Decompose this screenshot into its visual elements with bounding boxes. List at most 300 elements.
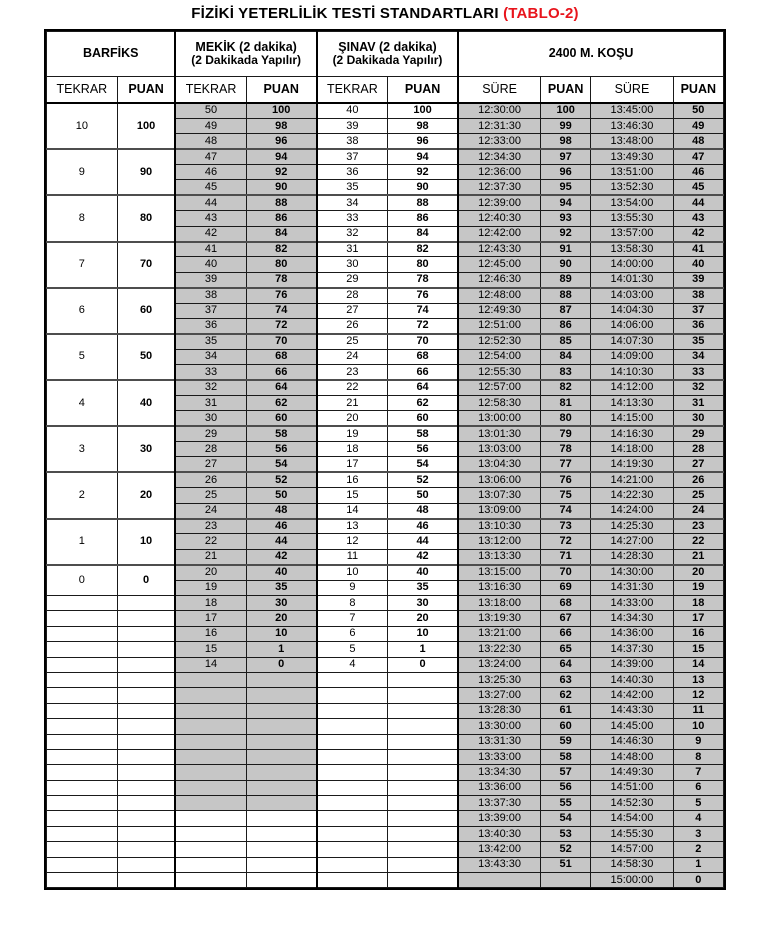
kosu-sure2-cell: 14:39:00 <box>591 657 673 672</box>
kosu-puan2-cell: 14 <box>673 657 723 672</box>
sinav-puan-cell: 10 <box>387 626 458 641</box>
mekik-tekrar-cell <box>175 811 246 826</box>
kosu-puan2-cell: 16 <box>673 626 723 641</box>
mekik-tekrar-cell: 48 <box>175 134 246 149</box>
barfiks-puan-cell: 60 <box>117 288 175 334</box>
mekik-tekrar-cell: 22 <box>175 534 246 549</box>
sinav-tekrar-cell <box>317 734 388 749</box>
kosu-sure1-cell: 13:39:00 <box>458 811 540 826</box>
kosu-sure1-cell: 12:36:00 <box>458 165 540 180</box>
kosu-sure2-cell: 14:33:00 <box>591 596 673 611</box>
table-row <box>47 780 724 795</box>
sinav-tekrar-cell: 39 <box>317 118 388 133</box>
table-row <box>47 765 724 780</box>
mekik-puan-cell <box>246 703 317 718</box>
kosu-puan1-cell: 92 <box>541 226 591 241</box>
kosu-puan1-cell: 98 <box>541 134 591 149</box>
kosu-sure1-cell: 12:57:00 <box>458 380 540 395</box>
standards-table <box>46 31 724 889</box>
barfiks-tekrar-empty <box>47 780 118 795</box>
sinav-puan-cell: 98 <box>387 118 458 133</box>
kosu-puan2-cell: 1 <box>673 857 723 872</box>
mekik-tekrar-cell: 44 <box>175 195 246 210</box>
kosu-sure1-cell: 12:48:00 <box>458 288 540 303</box>
kosu-puan1-cell: 53 <box>541 826 591 841</box>
sinav-tekrar-cell: 13 <box>317 519 388 534</box>
kosu-sure2-cell: 14:55:30 <box>591 826 673 841</box>
kosu-puan2-cell: 23 <box>673 519 723 534</box>
sinav-puan-cell: 92 <box>387 165 458 180</box>
barfiks-puan-empty <box>117 796 175 811</box>
kosu-puan2-cell: 33 <box>673 365 723 380</box>
mekik-tekrar-cell: 21 <box>175 549 246 564</box>
mekik-tekrar-cell: 14 <box>175 657 246 672</box>
mekik-puan-cell: 54 <box>246 457 317 472</box>
header-column-row <box>47 76 724 103</box>
table-row <box>47 334 724 349</box>
header-group-label: MEKİK (2 dakika) <box>195 40 297 55</box>
table-head <box>47 31 724 103</box>
mekik-tekrar-cell: 28 <box>175 442 246 457</box>
table-row <box>47 519 724 534</box>
kosu-sure2-cell: 14:19:30 <box>591 457 673 472</box>
sinav-puan-cell <box>387 796 458 811</box>
header-col-8: PUAN <box>541 76 591 103</box>
kosu-puan1-cell: 99 <box>541 118 591 133</box>
sinav-puan-cell <box>387 842 458 857</box>
sinav-puan-cell: 76 <box>387 288 458 303</box>
mekik-tekrar-cell <box>175 688 246 703</box>
kosu-sure2-cell: 14:24:00 <box>591 503 673 518</box>
mekik-tekrar-cell: 20 <box>175 565 246 580</box>
barfiks-tekrar-empty <box>47 873 118 888</box>
barfiks-tekrar-cell: 2 <box>47 472 118 518</box>
mekik-puan-cell: 100 <box>246 103 317 118</box>
kosu-sure2-cell: 14:00:00 <box>591 257 673 272</box>
mekik-tekrar-cell: 15 <box>175 642 246 657</box>
sinav-tekrar-cell <box>317 857 388 872</box>
table-row <box>47 719 724 734</box>
barfiks-puan-cell: 0 <box>117 565 175 596</box>
kosu-puan1-cell: 70 <box>541 565 591 580</box>
sinav-puan-cell: 90 <box>387 180 458 195</box>
barfiks-puan-empty <box>117 672 175 687</box>
mekik-tekrar-cell: 39 <box>175 272 246 287</box>
barfiks-tekrar-empty <box>47 672 118 687</box>
header-group-row <box>47 31 724 76</box>
kosu-sure2-cell: 14:10:30 <box>591 365 673 380</box>
sinav-tekrar-cell: 30 <box>317 257 388 272</box>
mekik-puan-cell: 44 <box>246 534 317 549</box>
sinav-puan-cell: 58 <box>387 426 458 441</box>
kosu-puan2-cell: 46 <box>673 165 723 180</box>
kosu-puan1-cell: 63 <box>541 672 591 687</box>
sinav-puan-cell <box>387 857 458 872</box>
barfiks-tekrar-cell: 1 <box>47 519 118 565</box>
kosu-puan1-cell: 51 <box>541 857 591 872</box>
sinav-puan-cell <box>387 749 458 764</box>
mekik-puan-cell: 30 <box>246 596 317 611</box>
sinav-puan-cell: 68 <box>387 349 458 364</box>
kosu-sure1-cell: 13:12:00 <box>458 534 540 549</box>
sinav-puan-cell: 44 <box>387 534 458 549</box>
sinav-tekrar-cell: 17 <box>317 457 388 472</box>
barfiks-puan-cell: 50 <box>117 334 175 380</box>
barfiks-puan-empty <box>117 688 175 703</box>
barfiks-puan-empty <box>117 657 175 672</box>
header-col-4: PUAN <box>246 76 317 103</box>
kosu-sure1-cell: 13:36:00 <box>458 780 540 795</box>
header-group-1 <box>47 31 176 76</box>
sinav-tekrar-cell <box>317 765 388 780</box>
kosu-puan2-cell: 39 <box>673 272 723 287</box>
kosu-sure1-cell: 13:22:30 <box>458 642 540 657</box>
kosu-sure2-cell: 14:54:00 <box>591 811 673 826</box>
sinav-puan-cell: 86 <box>387 211 458 226</box>
barfiks-tekrar-cell: 8 <box>47 195 118 241</box>
barfiks-tekrar-cell: 5 <box>47 334 118 380</box>
kosu-puan2-cell: 24 <box>673 503 723 518</box>
kosu-puan2-cell: 22 <box>673 534 723 549</box>
kosu-puan2-cell: 37 <box>673 303 723 318</box>
mekik-tekrar-cell: 45 <box>175 180 246 195</box>
kosu-puan2-cell: 31 <box>673 395 723 410</box>
header-col-5: TEKRAR <box>317 76 388 103</box>
sinav-puan-cell: 40 <box>387 565 458 580</box>
sinav-puan-cell: 70 <box>387 334 458 349</box>
kosu-puan2-cell: 18 <box>673 596 723 611</box>
kosu-sure1-cell: 13:00:00 <box>458 411 540 426</box>
table-row <box>47 380 724 395</box>
sinav-tekrar-cell: 22 <box>317 380 388 395</box>
sinav-tekrar-cell: 36 <box>317 165 388 180</box>
mekik-puan-cell: 80 <box>246 257 317 272</box>
kosu-puan2-cell: 50 <box>673 103 723 118</box>
mekik-tekrar-cell: 40 <box>175 257 246 272</box>
kosu-sure2-cell: 14:13:30 <box>591 395 673 410</box>
kosu-sure1-cell: 13:43:30 <box>458 857 540 872</box>
table-row <box>47 642 724 657</box>
barfiks-tekrar-empty <box>47 703 118 718</box>
mekik-puan-cell <box>246 796 317 811</box>
kosu-puan1-cell: 64 <box>541 657 591 672</box>
mekik-tekrar-cell: 23 <box>175 519 246 534</box>
kosu-sure1-cell: 13:30:00 <box>458 719 540 734</box>
mekik-puan-cell: 58 <box>246 426 317 441</box>
mekik-tekrar-cell: 41 <box>175 242 246 257</box>
mekik-puan-cell: 86 <box>246 211 317 226</box>
sinav-tekrar-cell: 20 <box>317 411 388 426</box>
sinav-tekrar-cell: 24 <box>317 349 388 364</box>
mekik-puan-cell: 68 <box>246 349 317 364</box>
kosu-sure2-cell: 13:49:30 <box>591 149 673 164</box>
mekik-tekrar-cell: 32 <box>175 380 246 395</box>
kosu-sure2-cell: 14:25:30 <box>591 519 673 534</box>
sinav-tekrar-cell: 34 <box>317 195 388 210</box>
table-row <box>47 811 724 826</box>
mekik-puan-cell: 60 <box>246 411 317 426</box>
kosu-puan1-cell: 94 <box>541 195 591 210</box>
kosu-puan2-cell: 5 <box>673 796 723 811</box>
kosu-puan1-cell: 81 <box>541 395 591 410</box>
barfiks-puan-cell: 80 <box>117 195 175 241</box>
mekik-puan-cell <box>246 780 317 795</box>
kosu-puan1-cell: 69 <box>541 580 591 595</box>
header-group-4 <box>458 31 723 76</box>
kosu-puan1-cell: 62 <box>541 688 591 703</box>
page-title <box>0 0 770 29</box>
kosu-puan2-cell: 26 <box>673 472 723 487</box>
kosu-sure2-cell: 14:52:30 <box>591 796 673 811</box>
barfiks-tekrar-empty <box>47 596 118 611</box>
mekik-tekrar-cell <box>175 826 246 841</box>
mekik-puan-cell: 78 <box>246 272 317 287</box>
mekik-puan-cell: 46 <box>246 519 317 534</box>
kosu-puan1-cell: 88 <box>541 288 591 303</box>
sinav-tekrar-cell: 10 <box>317 565 388 580</box>
kosu-puan1-cell: 97 <box>541 149 591 164</box>
kosu-sure2-cell: 14:01:30 <box>591 272 673 287</box>
kosu-puan2-cell: 43 <box>673 211 723 226</box>
mekik-puan-cell <box>246 749 317 764</box>
kosu-puan2-cell: 36 <box>673 318 723 333</box>
table-row <box>47 873 724 888</box>
sinav-tekrar-cell: 19 <box>317 426 388 441</box>
barfiks-puan-empty <box>117 611 175 626</box>
mekik-tekrar-cell: 47 <box>175 149 246 164</box>
kosu-puan2-cell: 15 <box>673 642 723 657</box>
mekik-tekrar-cell: 34 <box>175 349 246 364</box>
barfiks-puan-empty <box>117 749 175 764</box>
sinav-puan-cell <box>387 719 458 734</box>
table-row <box>47 842 724 857</box>
kosu-sure1-cell: 13:37:30 <box>458 796 540 811</box>
table-row <box>47 826 724 841</box>
kosu-puan1-cell: 87 <box>541 303 591 318</box>
kosu-puan1-cell: 100 <box>541 103 591 118</box>
sinav-tekrar-cell <box>317 688 388 703</box>
mekik-tekrar-cell: 43 <box>175 211 246 226</box>
kosu-puan1-cell: 80 <box>541 411 591 426</box>
mekik-puan-cell: 74 <box>246 303 317 318</box>
header-col-6: PUAN <box>387 76 458 103</box>
sinav-puan-cell <box>387 765 458 780</box>
kosu-sure2-cell: 14:57:00 <box>591 842 673 857</box>
sinav-puan-cell: 1 <box>387 642 458 657</box>
kosu-puan2-cell: 8 <box>673 749 723 764</box>
kosu-sure1-cell: 13:19:30 <box>458 611 540 626</box>
sinav-puan-cell: 46 <box>387 519 458 534</box>
sinav-puan-cell: 52 <box>387 472 458 487</box>
mekik-puan-cell: 62 <box>246 395 317 410</box>
mekik-tekrar-cell <box>175 796 246 811</box>
kosu-puan1-cell: 86 <box>541 318 591 333</box>
barfiks-tekrar-empty <box>47 811 118 826</box>
kosu-puan1-cell: 95 <box>541 180 591 195</box>
kosu-puan2-cell: 17 <box>673 611 723 626</box>
kosu-puan1-cell: 84 <box>541 349 591 364</box>
kosu-sure1-cell: 13:04:30 <box>458 457 540 472</box>
header-group-label: ŞINAV (2 dakika) <box>338 40 437 55</box>
kosu-puan2-cell: 34 <box>673 349 723 364</box>
sinav-tekrar-cell <box>317 811 388 826</box>
sinav-tekrar-cell: 11 <box>317 549 388 564</box>
header-group-sublabel: (2 Dakikada Yapılır) <box>191 52 302 67</box>
mekik-tekrar-cell <box>175 719 246 734</box>
kosu-sure1-cell: 13:31:30 <box>458 734 540 749</box>
barfiks-tekrar-empty <box>47 765 118 780</box>
kosu-puan2-cell: 10 <box>673 719 723 734</box>
sinav-puan-cell: 35 <box>387 580 458 595</box>
kosu-puan1-cell: 61 <box>541 703 591 718</box>
kosu-sure1-cell: 12:45:00 <box>458 257 540 272</box>
mekik-tekrar-cell: 50 <box>175 103 246 118</box>
table-row <box>47 657 724 672</box>
sinav-tekrar-cell: 29 <box>317 272 388 287</box>
mekik-tekrar-cell: 38 <box>175 288 246 303</box>
kosu-sure1-cell: 12:43:30 <box>458 242 540 257</box>
barfiks-tekrar-empty <box>47 749 118 764</box>
kosu-sure2-cell: 14:12:00 <box>591 380 673 395</box>
kosu-sure2-cell: 14:40:30 <box>591 672 673 687</box>
barfiks-puan-cell: 30 <box>117 426 175 472</box>
mekik-tekrar-cell: 42 <box>175 226 246 241</box>
barfiks-tekrar-cell: 10 <box>47 103 118 149</box>
kosu-sure1-cell: 13:40:30 <box>458 826 540 841</box>
table-row <box>47 749 724 764</box>
mekik-puan-cell: 88 <box>246 195 317 210</box>
kosu-sure1-cell: 12:34:30 <box>458 149 540 164</box>
sinav-puan-cell: 74 <box>387 303 458 318</box>
sinav-puan-cell <box>387 734 458 749</box>
barfiks-tekrar-cell: 9 <box>47 149 118 195</box>
mekik-puan-cell <box>246 734 317 749</box>
barfiks-puan-empty <box>117 642 175 657</box>
kosu-sure2-cell: 14:27:00 <box>591 534 673 549</box>
kosu-sure1-cell: 13:13:30 <box>458 549 540 564</box>
mekik-puan-cell <box>246 873 317 888</box>
sinav-puan-cell <box>387 703 458 718</box>
mekik-tekrar-cell: 49 <box>175 118 246 133</box>
kosu-sure1-cell: 13:28:30 <box>458 703 540 718</box>
mekik-puan-cell: 76 <box>246 288 317 303</box>
mekik-puan-cell: 66 <box>246 365 317 380</box>
kosu-sure1-cell: 12:49:30 <box>458 303 540 318</box>
kosu-sure2-cell: 14:03:00 <box>591 288 673 303</box>
sinav-puan-cell: 60 <box>387 411 458 426</box>
sinav-tekrar-cell <box>317 749 388 764</box>
barfiks-tekrar-cell: 3 <box>47 426 118 472</box>
kosu-sure1-cell: 12:30:00 <box>458 103 540 118</box>
kosu-sure1-cell: 12:37:30 <box>458 180 540 195</box>
sinav-puan-cell: 72 <box>387 318 458 333</box>
kosu-sure2-cell: 14:15:00 <box>591 411 673 426</box>
mekik-puan-cell: 96 <box>246 134 317 149</box>
kosu-sure2-cell: 13:45:00 <box>591 103 673 118</box>
sinav-puan-cell: 80 <box>387 257 458 272</box>
mekik-tekrar-cell <box>175 842 246 857</box>
barfiks-tekrar-empty <box>47 826 118 841</box>
kosu-sure2-cell: 15:00:00 <box>591 873 673 888</box>
kosu-sure2-cell: 13:57:00 <box>591 226 673 241</box>
kosu-sure2-cell: 14:42:00 <box>591 688 673 703</box>
kosu-puan2-cell: 35 <box>673 334 723 349</box>
sinav-tekrar-cell: 5 <box>317 642 388 657</box>
sinav-tekrar-cell: 8 <box>317 596 388 611</box>
sinav-tekrar-cell: 21 <box>317 395 388 410</box>
barfiks-tekrar-cell: 6 <box>47 288 118 334</box>
kosu-puan2-cell: 7 <box>673 765 723 780</box>
kosu-sure1-cell: 13:03:00 <box>458 442 540 457</box>
kosu-puan2-cell: 48 <box>673 134 723 149</box>
sinav-puan-cell: 88 <box>387 195 458 210</box>
mekik-tekrar-cell: 29 <box>175 426 246 441</box>
kosu-puan2-cell: 25 <box>673 488 723 503</box>
kosu-sure1-cell: 13:07:30 <box>458 488 540 503</box>
sinav-tekrar-cell <box>317 842 388 857</box>
sinav-tekrar-cell: 16 <box>317 472 388 487</box>
table-row <box>47 426 724 441</box>
sinav-tekrar-cell <box>317 826 388 841</box>
mekik-tekrar-cell: 18 <box>175 596 246 611</box>
kosu-sure1-cell: 13:24:00 <box>458 657 540 672</box>
sinav-puan-cell <box>387 780 458 795</box>
kosu-puan2-cell: 12 <box>673 688 723 703</box>
kosu-puan1-cell: 96 <box>541 165 591 180</box>
mekik-tekrar-cell <box>175 672 246 687</box>
header-group-3 <box>317 31 458 76</box>
kosu-sure1-cell: 13:01:30 <box>458 426 540 441</box>
mekik-puan-cell: 70 <box>246 334 317 349</box>
mekik-puan-cell: 82 <box>246 242 317 257</box>
mekik-tekrar-cell: 36 <box>175 318 246 333</box>
mekik-puan-cell <box>246 842 317 857</box>
mekik-puan-cell <box>246 811 317 826</box>
kosu-puan1-cell <box>541 873 591 888</box>
kosu-sure2-cell: 14:34:30 <box>591 611 673 626</box>
mekik-tekrar-cell: 17 <box>175 611 246 626</box>
sinav-puan-cell: 64 <box>387 380 458 395</box>
kosu-sure2-cell: 14:31:30 <box>591 580 673 595</box>
table-row <box>47 857 724 872</box>
table-row <box>47 703 724 718</box>
mekik-puan-cell: 52 <box>246 472 317 487</box>
barfiks-tekrar-empty <box>47 626 118 641</box>
kosu-puan2-cell: 29 <box>673 426 723 441</box>
kosu-puan1-cell: 57 <box>541 765 591 780</box>
barfiks-puan-empty <box>117 842 175 857</box>
mekik-puan-cell: 92 <box>246 165 317 180</box>
kosu-sure2-cell: 13:51:00 <box>591 165 673 180</box>
kosu-sure1-cell: 12:54:00 <box>458 349 540 364</box>
kosu-sure1-cell: 13:27:00 <box>458 688 540 703</box>
kosu-sure2-cell: 14:21:00 <box>591 472 673 487</box>
barfiks-puan-empty <box>117 765 175 780</box>
mekik-puan-cell <box>246 688 317 703</box>
barfiks-puan-cell: 40 <box>117 380 175 426</box>
mekik-puan-cell: 72 <box>246 318 317 333</box>
sinav-puan-cell: 94 <box>387 149 458 164</box>
kosu-puan1-cell: 67 <box>541 611 591 626</box>
table-row <box>47 288 724 303</box>
mekik-tekrar-cell: 24 <box>175 503 246 518</box>
sinav-tekrar-cell <box>317 796 388 811</box>
header-col-10: PUAN <box>673 76 723 103</box>
header-col-9: SÜRE <box>591 76 673 103</box>
kosu-sure1-cell: 13:15:00 <box>458 565 540 580</box>
sinav-puan-cell: 82 <box>387 242 458 257</box>
sinav-tekrar-cell: 32 <box>317 226 388 241</box>
